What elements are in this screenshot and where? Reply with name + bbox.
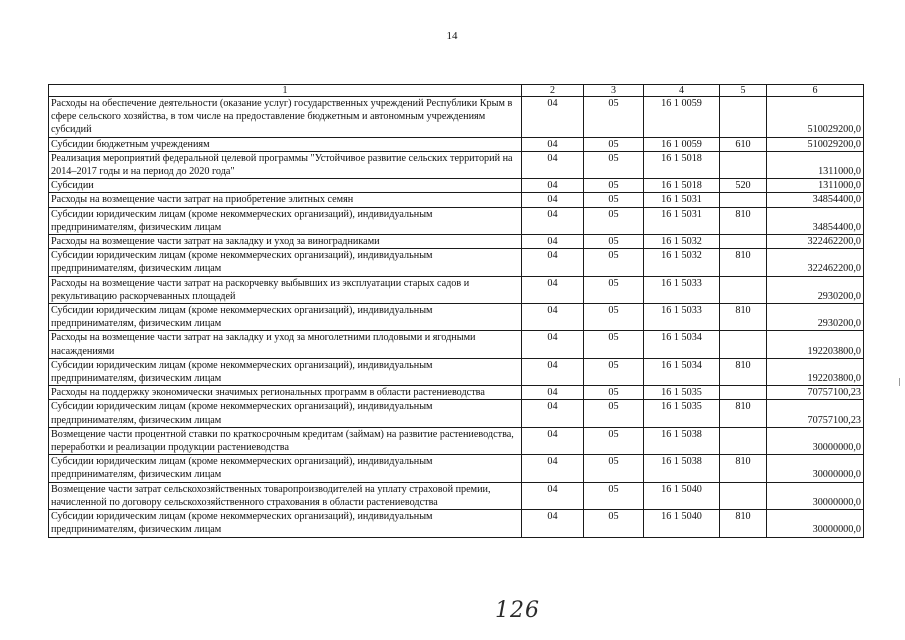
- row-section-cell: 04: [522, 249, 584, 276]
- row-section-cell: 04: [522, 193, 584, 207]
- row-expense-type-cell: [720, 276, 767, 303]
- row-expense-type-cell: 810: [720, 207, 767, 234]
- row-sum-cell: 322462200,0: [767, 235, 864, 249]
- row-subsection-cell: 05: [584, 151, 644, 178]
- row-subsection-cell: 05: [584, 304, 644, 331]
- table-row: [49, 151, 864, 178]
- table-row: [49, 304, 864, 331]
- row-sum-cell: 192203800,0: [767, 358, 864, 385]
- row-sum-cell: 510029200,0: [767, 97, 864, 138]
- table-row: [49, 455, 864, 482]
- margin-mark: [899, 378, 900, 386]
- row-sum-cell: 70757100,23: [767, 386, 864, 400]
- page-number: 14: [446, 30, 458, 42]
- row-section-cell: 04: [522, 97, 584, 138]
- row-article-cell: 16 1 5032: [644, 249, 720, 276]
- row-article-cell: 16 1 5040: [644, 510, 720, 537]
- table-header-row: [49, 85, 864, 97]
- row-sum-cell: 2930200,0: [767, 304, 864, 331]
- table-row: [49, 386, 864, 400]
- table-row: [49, 207, 864, 234]
- row-sum-cell: 1311000,0: [767, 151, 864, 178]
- row-name-cell: Возмещение части затрат сельскохозяйственных товаропроизводителей на уплату страховой премии, начисленной по договору сельскохозяйственного страхования в области растениеводства: [49, 482, 522, 509]
- row-section-cell: 04: [522, 455, 584, 482]
- row-sum-cell: 322462200,0: [767, 249, 864, 276]
- table-row: [49, 235, 864, 249]
- row-article-cell: 16 1 5035: [644, 386, 720, 400]
- row-expense-type-cell: [720, 427, 767, 454]
- row-subsection-cell: 05: [584, 510, 644, 537]
- row-sum-cell: 30000000,0: [767, 510, 864, 537]
- row-subsection-cell: 05: [584, 179, 644, 193]
- row-expense-type-cell: 810: [720, 455, 767, 482]
- row-name-cell: Субсидии юридическим лицам (кроме некоммерческих организаций), индивидуальным предпринимателям, физическим лицам: [49, 358, 522, 385]
- row-name-cell: Субсидии юридическим лицам (кроме некоммерческих организаций), индивидуальным предпринимателям, физическим лицам: [49, 304, 522, 331]
- row-article-cell: 16 1 5035: [644, 400, 720, 427]
- row-section-cell: 04: [522, 276, 584, 303]
- budget-table-container: [48, 84, 863, 538]
- row-subsection-cell: 05: [584, 386, 644, 400]
- row-subsection-cell: 05: [584, 97, 644, 138]
- row-sum-cell: 2930200,0: [767, 276, 864, 303]
- row-article-cell: 16 1 5034: [644, 331, 720, 358]
- row-name-cell: Расходы на возмещение части затрат на приобретение элитных семян: [49, 193, 522, 207]
- row-name-cell: Реализация мероприятий федеральной целевой программы "Устойчивое развитие сельских территорий на 2014–2017 годы и на период до 2020 года": [49, 151, 522, 178]
- row-sum-cell: 30000000,0: [767, 455, 864, 482]
- row-expense-type-cell: [720, 386, 767, 400]
- row-sum-cell: 70757100,23: [767, 400, 864, 427]
- row-subsection-cell: 05: [584, 207, 644, 234]
- row-sum-cell: 30000000,0: [767, 427, 864, 454]
- table-row: [49, 510, 864, 537]
- row-section-cell: 04: [522, 358, 584, 385]
- row-section-cell: 04: [522, 137, 584, 151]
- row-section-cell: 04: [522, 331, 584, 358]
- row-name-cell: Субсидии: [49, 179, 522, 193]
- row-expense-type-cell: 810: [720, 400, 767, 427]
- table-row: [49, 276, 864, 303]
- table-row: [49, 358, 864, 385]
- row-name-cell: Расходы на возмещение части затрат на закладку и уход за виноградниками: [49, 235, 522, 249]
- row-section-cell: 04: [522, 400, 584, 427]
- row-name-cell: Субсидии юридическим лицам (кроме некоммерческих организаций), индивидуальным предпринимателям, физическим лицам: [49, 455, 522, 482]
- row-name-cell: Субсидии юридическим лицам (кроме некоммерческих организаций), индивидуальным предпринимателям, физическим лицам: [49, 207, 522, 234]
- row-name-cell: Субсидии юридическим лицам (кроме некоммерческих организаций), индивидуальным предпринимателям, физическим лицам: [49, 249, 522, 276]
- row-expense-type-cell: 610: [720, 137, 767, 151]
- table-row: [49, 400, 864, 427]
- row-article-cell: 16 1 5038: [644, 427, 720, 454]
- row-name-cell: Расходы на возмещение части затрат на закладку и уход за многолетними плодовыми и ягодными насаждениями: [49, 331, 522, 358]
- row-article-cell: 16 1 5031: [644, 193, 720, 207]
- row-section-cell: 04: [522, 510, 584, 537]
- row-article-cell: 16 1 5033: [644, 304, 720, 331]
- row-name-cell: Субсидии юридическим лицам (кроме некоммерческих организаций), индивидуальным предпринимателям, физическим лицам: [49, 510, 522, 537]
- row-subsection-cell: 05: [584, 427, 644, 454]
- row-article-cell: 16 1 5033: [644, 276, 720, 303]
- row-expense-type-cell: [720, 151, 767, 178]
- table-row: [49, 137, 864, 151]
- row-subsection-cell: 05: [584, 137, 644, 151]
- row-sum-cell: 34854400,0: [767, 207, 864, 234]
- table-row: [49, 193, 864, 207]
- row-name-cell: Субсидии бюджетным учреждениям: [49, 137, 522, 151]
- table-row: [49, 482, 864, 509]
- row-sum-cell: 34854400,0: [767, 193, 864, 207]
- row-article-cell: 16 1 5034: [644, 358, 720, 385]
- row-subsection-cell: 05: [584, 235, 644, 249]
- row-sum-cell: 510029200,0: [767, 137, 864, 151]
- table-row: [49, 97, 864, 138]
- row-subsection-cell: 05: [584, 249, 644, 276]
- budget-table: [48, 84, 864, 538]
- row-expense-type-cell: [720, 97, 767, 138]
- row-name-cell: Расходы на обеспечение деятельности (оказание услуг) государственных учреждений Республики Крым в сфере сельского хозяйства, в том числе на предоставление бюджетным и автономным учреждениям субсидий: [49, 97, 522, 138]
- row-subsection-cell: 05: [584, 482, 644, 509]
- row-article-cell: 16 1 5018: [644, 179, 720, 193]
- row-expense-type-cell: [720, 482, 767, 509]
- table-row: [49, 179, 864, 193]
- handwritten-page-number: 126: [495, 598, 540, 623]
- table-row: [49, 249, 864, 276]
- row-subsection-cell: 05: [584, 331, 644, 358]
- row-article-cell: 16 1 5018: [644, 151, 720, 178]
- header-cell: 1: [49, 85, 522, 97]
- row-expense-type-cell: 810: [720, 358, 767, 385]
- row-expense-type-cell: 520: [720, 179, 767, 193]
- row-article-cell: 16 1 0059: [644, 97, 720, 138]
- row-section-cell: 04: [522, 427, 584, 454]
- row-sum-cell: 192203800,0: [767, 331, 864, 358]
- row-subsection-cell: 05: [584, 358, 644, 385]
- header-cell: 4: [644, 85, 720, 97]
- row-section-cell: 04: [522, 207, 584, 234]
- row-expense-type-cell: 810: [720, 304, 767, 331]
- row-sum-cell: 30000000,0: [767, 482, 864, 509]
- row-section-cell: 04: [522, 386, 584, 400]
- header-cell: 2: [522, 85, 584, 97]
- row-article-cell: 16 1 0059: [644, 137, 720, 151]
- header-cell: 5: [720, 85, 767, 97]
- row-article-cell: 16 1 5031: [644, 207, 720, 234]
- row-subsection-cell: 05: [584, 400, 644, 427]
- row-section-cell: 04: [522, 235, 584, 249]
- row-section-cell: 04: [522, 179, 584, 193]
- row-subsection-cell: 05: [584, 276, 644, 303]
- row-section-cell: 04: [522, 482, 584, 509]
- row-expense-type-cell: [720, 193, 767, 207]
- row-expense-type-cell: 810: [720, 249, 767, 276]
- row-article-cell: 16 1 5032: [644, 235, 720, 249]
- row-name-cell: Расходы на поддержку экономически значимых региональных программ в области растениеводства: [49, 386, 522, 400]
- row-article-cell: 16 1 5038: [644, 455, 720, 482]
- row-name-cell: Расходы на возмещение части затрат на раскорчевку выбывших из эксплуатации старых садов и рекультивацию раскорчеванных площадей: [49, 276, 522, 303]
- header-cell: 3: [584, 85, 644, 97]
- row-expense-type-cell: [720, 331, 767, 358]
- row-section-cell: 04: [522, 151, 584, 178]
- row-section-cell: 04: [522, 304, 584, 331]
- row-name-cell: Субсидии юридическим лицам (кроме некоммерческих организаций), индивидуальным предпринимателям, физическим лицам: [49, 400, 522, 427]
- header-cell: 6: [767, 85, 864, 97]
- row-name-cell: Возмещение части процентной ставки по краткосрочным кредитам (займам) на развитие растениеводства, переработки и реализации продукции растениеводства: [49, 427, 522, 454]
- row-expense-type-cell: [720, 235, 767, 249]
- table-row: [49, 331, 864, 358]
- row-sum-cell: 1311000,0: [767, 179, 864, 193]
- table-row: [49, 427, 864, 454]
- row-article-cell: 16 1 5040: [644, 482, 720, 509]
- row-subsection-cell: 05: [584, 455, 644, 482]
- row-expense-type-cell: 810: [720, 510, 767, 537]
- row-subsection-cell: 05: [584, 193, 644, 207]
